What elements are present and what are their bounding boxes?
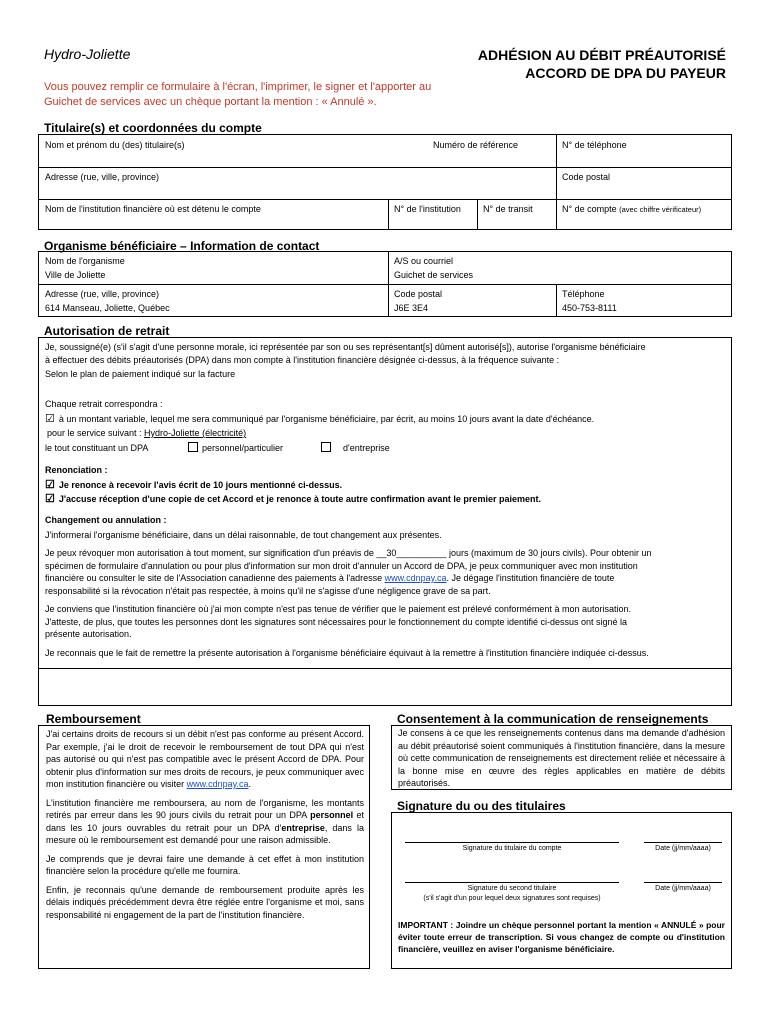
renonciation-item-1	[45, 479, 729, 492]
renonciation-heading: Renonciation :	[45, 465, 108, 475]
organisme-table	[38, 251, 732, 317]
institution-name-field[interactable]: Nom de l'institution financière où est détenu le compte	[45, 204, 261, 214]
renonciation-text-2: J'accuse réception d'une copie de cet Accord et je renonce à toute autre confirmation avant le premier paiement.	[58, 494, 541, 504]
signature-1-label: Signature du titulaire du compte	[462, 845, 562, 852]
changement-p4: Je reconnais que le fait de remettre la présente autorisation à l'organisme bénéficiaire équivaut à la remettre à l'institution financière indiquée ci-dessus.	[45, 647, 649, 658]
checked-checkbox-icon[interactable]: ☑	[45, 412, 55, 425]
service-row	[45, 427, 729, 440]
consentement-heading: Consentement à la communication de renseignements	[397, 712, 709, 726]
revocation-text-b: jours (maximum de 30 jours civils). Pour obtenir un	[446, 548, 652, 558]
intro-text	[44, 80, 431, 110]
remboursement-heading: Remboursement	[46, 712, 141, 726]
brand-name: Hydro-Joliette	[44, 46, 131, 62]
remboursement-entreprise: entreprise	[281, 822, 325, 833]
institution-number-field[interactable]: N° de l'institution	[394, 204, 461, 214]
organisme-cp-value: J6E 3E4	[394, 303, 429, 313]
remboursement-p1-text: J'ai certains droits de recours si un débit n'est pas conforme au présent Accord. Par exemple, j'ai le droit de recevoir le remboursement de tout DPA qui n'est pas autorisé ou qui n'est pas compatible avec le présent Accord de DPA. Pour obtenir plus d'information sur mes droits de recours, je peux communiquer avec mon institution financière ou visiter	[46, 729, 364, 789]
remboursement-p2	[46, 797, 364, 847]
signature-line-1[interactable]	[405, 842, 619, 843]
organisme-as-value: Guichet de services	[394, 270, 474, 280]
organisme-heading: Organisme bénéficiaire – Information de contact	[44, 239, 320, 253]
organisme-nom-label: Nom de l'organisme	[45, 256, 125, 266]
dpa-type-label: le tout constituant un DPA	[45, 442, 149, 453]
changement-section	[45, 514, 729, 659]
autorisation-frequency: Selon le plan de paiement indiqué sur la facture	[45, 369, 236, 379]
signature-2-label	[405, 884, 619, 904]
remboursement-p3: Je comprends que je devrai faire une demande à cet effet à mon institution financière selon la procédure qu'elle me fournira.	[46, 853, 364, 876]
transit-number-field[interactable]: N° de transit	[483, 204, 533, 214]
account-number-note: (avec chiffre vérificateur)	[619, 205, 702, 214]
checked-checkbox-icon[interactable]: ☑	[45, 478, 55, 491]
remboursement-text	[46, 728, 364, 921]
service-value: Hydro-Joliette (électricité)	[144, 428, 247, 438]
account-number-label: N° de compte	[562, 204, 617, 214]
chaque-retrait-text: Chaque retrait correspondra :	[45, 399, 163, 409]
renonciation-item-2	[45, 493, 729, 506]
verification-line1: Je conviens que l'institution financière où j'ai mon compte n'est pas tenue de vérifier que le paiement est prélevé conformément à mon autorisation.	[45, 604, 631, 614]
remboursement-p4: Enfin, je reconnais qu'une demande de remboursement produite après les délais indiqués précédemment devra être réglée entre l'organisme et moi, sans responsabilité ni engagement de la part de l'institution financière.	[46, 884, 364, 920]
nom-titulaire-field[interactable]: Nom et prénom du (des) titulaire(s)	[45, 140, 185, 150]
telephone-field[interactable]: N° de téléphone	[562, 140, 627, 150]
adresse-field[interactable]: Adresse (rue, ville, province)	[45, 172, 160, 182]
renonciation-section	[45, 464, 729, 506]
autorisation-line2: à effectuer des débits préautorisés (DPA) dans mon compte à l'institution financière désignée ci-dessus, à la fréquence suivante :	[45, 354, 560, 365]
remboursement-p2-d: , dans la mesure où le remboursement est demandé pour une raison admissible.	[46, 822, 364, 845]
changement-p1: J'informerai l'organisme bénéficiaire, dans un délai raisonnable, de tout changement aux présentes.	[45, 529, 442, 540]
remboursement-personnel: personnel	[310, 810, 354, 820]
revocation-line4: responsabilité si la révocation n'était pas respectée, à moins qu'il ne s'agisse d'une négligence grave de sa part.	[45, 585, 491, 596]
remboursement-box	[38, 725, 370, 969]
changement-p3	[45, 603, 729, 641]
date-1-label: Date (jj/mm/aaaa)	[655, 845, 711, 852]
autorisation-paragraph	[45, 341, 729, 381]
titulaire-heading: Titulaire(s) et coordonnées du compte	[44, 121, 262, 135]
date-2-label: Date (jj/mm/aaaa)	[655, 885, 711, 892]
revocation-line3a: financière ou consulter le site de l'Association canadienne des paiements à l'adresse	[45, 573, 385, 583]
organisme-tel-label: Téléphone	[562, 289, 605, 299]
form-title-line2: ACCORD DE DPA DU PAYEUR	[525, 65, 726, 81]
signature-2-line2: (s'il s'agit d'un pour lequel deux signatures sont requises)	[423, 895, 601, 902]
signature-2-line1: Signature du second titulaire	[467, 885, 557, 892]
revocation-text-a: Je peux révoquer mon autorisation à tout moment, sur signification d'un préavis de	[45, 548, 377, 558]
titulaire-table	[38, 134, 732, 230]
checkbox-icon[interactable]	[188, 442, 198, 452]
verification-line3: présente autorisation.	[45, 629, 132, 639]
cdnpay-link[interactable]: www.cdnpay.ca	[384, 573, 447, 583]
intro-line2: Guichet de services avec un chèque portant la mention : « Annulé ».	[44, 96, 377, 108]
signature-box	[391, 812, 732, 969]
revocation-line3b: . Je dégage l'institution financière de toute	[446, 573, 615, 583]
code-postal-field[interactable]: Code postal	[562, 172, 611, 182]
changement-heading: Changement ou annulation :	[45, 515, 167, 525]
form-title	[478, 46, 726, 82]
retrait-section	[45, 398, 729, 456]
autorisation-line1: Je, soussigné(e) (s'il s'agit d'une personne morale, ici représentée par son ou ses représentant[s] dûment autorisé[s]), autorise l'organisme bénéficiaire	[45, 342, 646, 352]
organisme-as-label: A/S ou courriel	[394, 256, 454, 266]
organisme-cp-label: Code postal	[394, 289, 443, 299]
checked-checkbox-icon[interactable]: ☑	[45, 493, 55, 505]
organisme-adresse-value: 614 Manseau, Joliette, Québec	[45, 303, 170, 313]
checkbox-icon[interactable]	[321, 442, 331, 452]
organisme-adresse-label: Adresse (rue, ville, province)	[45, 289, 160, 299]
numero-reference-field[interactable]: Numéro de référence	[433, 140, 519, 150]
variable-amount-text: à un montant variable, lequel me sera communiqué par l'organisme bénéficiaire, par écrit, au moins 10 jours avant la date d'échéance.	[58, 413, 595, 424]
verification-line2: J'atteste, de plus, que toutes les personnes dont les signatures sont nécessaires pour le fonctionnement du compte identifié ci-dessus ont signé la	[45, 616, 628, 627]
cdnpay-link[interactable]: www.cdnpay.ca	[186, 779, 249, 789]
remboursement-p1: J'ai certains droits de recours si un débit n'est pas conforme au présent Accord. Par exemple, j'ai le droit de recevoir le remboursement de tout DPA qui n'est pas autorisé ou qui n'est pas compatible avec le présent Accord de DPA. Pour obtenir plus d'information sur mes droits de recours, je peux communiquer avec mon institution financière ou visiter www.cdnpay.ca.	[46, 729, 364, 789]
entreprise-option[interactable]	[321, 442, 390, 455]
signature-heading: Signature du ou des titulaires	[397, 799, 566, 813]
autorisation-box	[38, 337, 732, 706]
preavis-days-field[interactable]: __30__________	[376, 548, 447, 558]
account-number-field[interactable]	[562, 203, 701, 216]
remboursement-p2-a: L'institution financière me remboursera, au nom de l'organisme, les montants retirés par erreur dans les 90 jours civils du retrait pour un DPA	[46, 797, 364, 820]
intro-line1: Vous pouvez remplir ce formulaire à l'écran, l'imprimer, le signer et l'apporter au	[44, 81, 432, 93]
consentement-text: Je consens à ce que les renseignements contenus dans ma demande d'adhésion au débit préautorisé soient communiqués à l'institution financière, dans la mesure où cette communication de renseignements est directement reliée et nécessaire à la bonne mise en œuvre des règles applicables en matière de débits préautorisés.	[398, 728, 725, 788]
date-line-2[interactable]	[644, 882, 722, 883]
autorisation-heading: Autorisation de retrait	[44, 324, 170, 338]
remboursement-p2-c: et dans les 10 jours ouvrables du retrait pour un DPA d'	[46, 810, 364, 833]
consentement-box	[391, 725, 732, 790]
dpa-type-row	[45, 442, 729, 456]
organisme-tel-value: 450-753-8111	[562, 303, 617, 313]
variable-amount-row	[45, 413, 729, 426]
changement-p2	[45, 547, 729, 597]
important-notice: IMPORTANT : Joindre un chèque personnel portant la mention « ANNULÉ » pour éviter toute erreur de transcription. Si vous changez de compte ou d'institution financière, veuillez en aviser l'organisme bénéficiaire.	[398, 920, 725, 954]
revocation-line2: spécimen de formulaire d'annulation ou pour plus d'information sur mon droit d'annuler un Accord de DPA, je peux communiquer avec mon institution	[45, 560, 638, 571]
personnel-option[interactable]	[188, 442, 283, 455]
signature-line-2[interactable]	[405, 882, 619, 883]
renonciation-text-1: Je renonce à recevoir l'avis écrit de 10 jours mentionné ci-dessus.	[58, 479, 343, 490]
organisme-nom-value: Ville de Joliette	[45, 270, 106, 280]
entreprise-label: d'entreprise	[343, 442, 390, 453]
service-prefix: pour le service suivant :	[47, 428, 145, 438]
personnel-label: personnel/particulier	[202, 442, 284, 453]
date-line-1[interactable]	[644, 842, 722, 843]
form-title-line1: ADHÉSION AU DÉBIT PRÉAUTORISÉ	[477, 47, 726, 63]
